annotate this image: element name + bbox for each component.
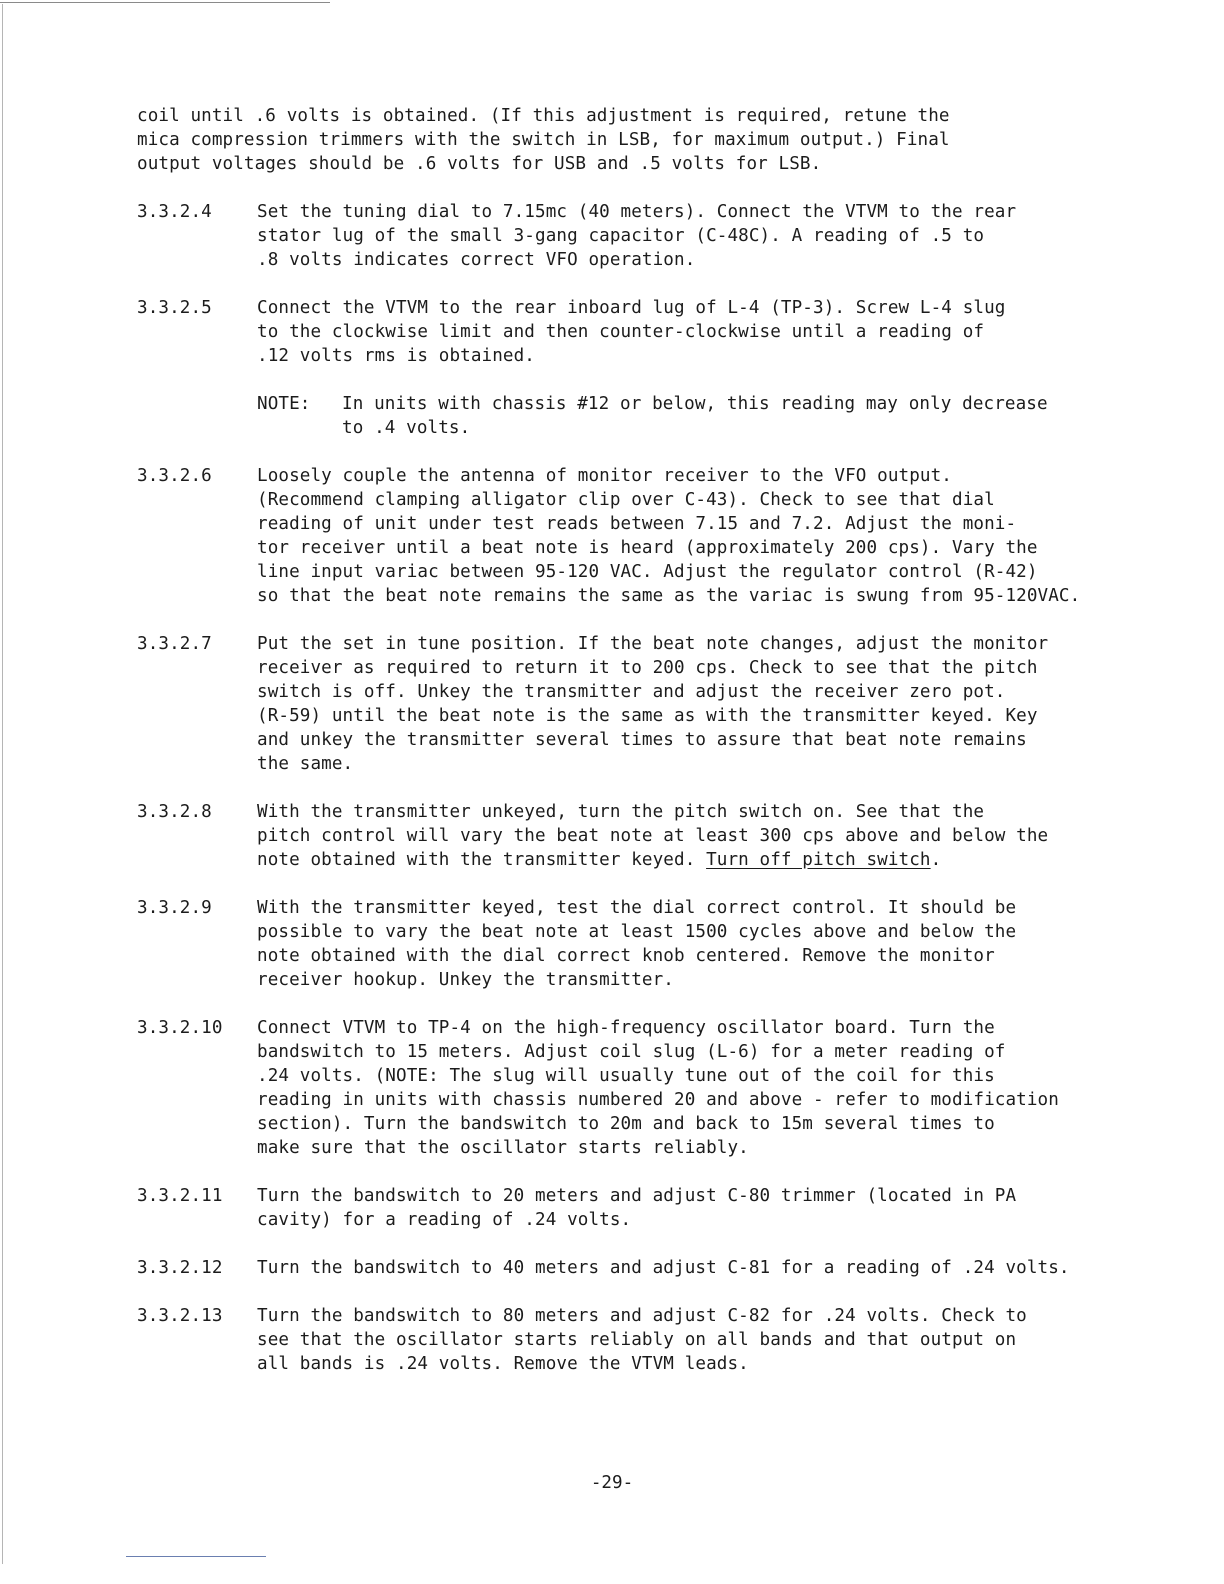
step-text: Set the tuning dial to 7.15mc (40 meters). Connect the VTVM to the rear stator lug of the small 3-gang capacitor (C-48C). A reading of .5 to .8 volts indicates correct VFO operation. — [257, 202, 1017, 270]
step-3-3-2-9 — [137, 896, 1177, 992]
step-3-3-2-11 — [137, 1184, 1177, 1232]
step-3-3-2-8 — [137, 800, 1177, 872]
step-text-main: With the transmitter unkeyed, turn the pitch switch on. See that the pitch control will vary the beat note at least 300 cps above and below the note obtained with the transmitter keyed. — [257, 802, 1049, 870]
step-3-3-2-12 — [137, 1256, 1177, 1280]
step-text — [257, 800, 1177, 872]
step-3-3-2-10 — [137, 1016, 1177, 1160]
step-text: Connect the VTVM to the rear inboard lug of L-4 (TP-3). Screw L-4 slug to the clockwise limit and then counter-clockwise until a reading of .12 volts rms is obtained. — [257, 298, 1006, 366]
step-text: Turn the bandswitch to 20 meters and adjust C-80 trimmer (located in PA cavity) for a reading of .24 volts. — [257, 1186, 1017, 1230]
step-number: 3.3.2.6 — [137, 466, 212, 486]
step-text: Put the set in tune position. If the beat note changes, adjust the monitor receiver as required to return it to 200 cps. Check to see that the pitch switch is off. Unkey the transmitter and adjust the receiver zero pot. (R-59) until the beat note is the same as with the transmitter keyed. Key and unkey the transmitter several times to assure that beat note remains the same. — [257, 634, 1049, 774]
step-text: Connect VTVM to TP-4 on the high-frequency oscillator board. Turn the bandswitch to 15 meters. Adjust coil slug (L-6) for a meter reading of .24 volts. (NOTE: The slug will usually tune out of the coil for this reading in units with chassis numbered 20 and above - refer to modification section). Turn the bandswitch to 20m and back to 15m several times to make sure that the oscillator starts reliably. — [257, 1018, 1059, 1158]
step-3-3-2-4 — [137, 200, 1177, 272]
step-number: 3.3.2.12 — [137, 1258, 223, 1278]
step-text: With the transmitter keyed, test the dial correct control. It should be possible to vary the beat note at least 1500 cycles above and below the note obtained with the dial correct knob centered. Remove the monitor receiver hookup. Unkey the transmitter. — [257, 898, 1017, 990]
step-number: 3.3.2.13 — [137, 1306, 223, 1326]
step-text: Turn the bandswitch to 40 meters and adjust C-81 for a reading of .24 volts. — [257, 1258, 1070, 1278]
scan-edge-bottom — [126, 1556, 266, 1557]
page-number: -29- — [590, 1473, 634, 1493]
step-number: 3.3.2.4 — [137, 202, 212, 222]
intro-paragraph: coil until .6 volts is obtained. (If this adjustment is required, retune the mica compression trimmers with the switch in LSB, for maximum output.) Final output voltages should be .6 volts for USB and .5 volts for LSB. — [137, 106, 950, 174]
underlined-instruction: Turn off pitch switch — [706, 850, 931, 870]
step-number: 3.3.2.10 — [137, 1018, 223, 1038]
step-3-3-2-6 — [137, 464, 1177, 608]
step-number: 3.3.2.7 — [137, 634, 212, 654]
step-text-tail: . — [930, 850, 942, 870]
note-label: NOTE: — [257, 394, 311, 414]
document-body — [137, 104, 1177, 1376]
step-number: 3.3.2.11 — [137, 1186, 223, 1206]
note-text: In units with chassis #12 or below, this reading may only decrease to .4 volts. — [342, 394, 1048, 438]
step-3-3-2-7 — [137, 632, 1177, 776]
step-number: 3.3.2.8 — [137, 802, 212, 822]
step-text: Loosely couple the antenna of monitor receiver to the VFO output. (Recommend clamping alligator clip over C-43). Check to see that dial reading of unit under test reads between 7.15 and 7.2. Adjust the moni- tor receiver until a beat note is heard (approximately 200 cps). Vary the line input variac between 95-120 VAC. Adjust the regulator control (R-42) so that the beat note remains the same as the variac is swung from 95-120VAC. — [257, 466, 1081, 606]
step-3-3-2-5 — [137, 296, 1177, 368]
step-note — [257, 392, 1177, 440]
step-number: 3.3.2.5 — [137, 298, 212, 318]
step-3-3-2-13 — [137, 1304, 1177, 1376]
scan-edge-top — [0, 2, 330, 3]
step-text: Turn the bandswitch to 80 meters and adjust C-82 for .24 volts. Check to see that the oscillator starts reliably on all bands and that output on all bands is .24 volts. Remove the VTVM leads. — [257, 1306, 1027, 1374]
scan-edge-left — [2, 4, 3, 1564]
step-number: 3.3.2.9 — [137, 898, 212, 918]
